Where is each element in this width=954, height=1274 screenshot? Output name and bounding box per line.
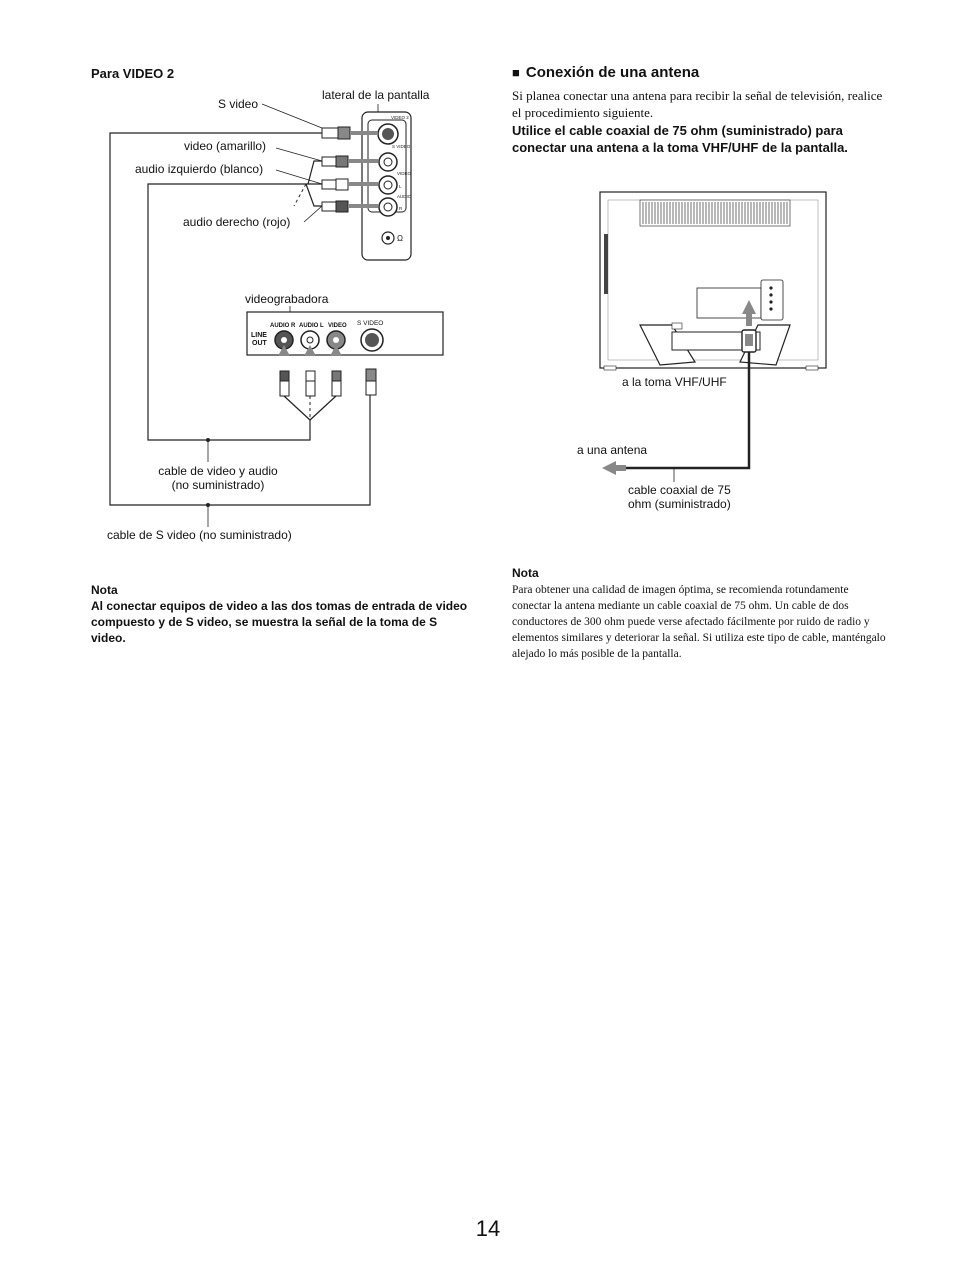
heading-bullet: ■ <box>512 65 520 80</box>
vcr-plugs <box>280 369 376 396</box>
page-number: 14 <box>475 1216 501 1241</box>
vcr-label-out: OUT <box>252 340 267 347</box>
vcr-label-audio-l: AUDIO L <box>299 323 324 329</box>
panel-label-l: L <box>399 184 402 189</box>
panel-label-video2: VIDEO 2 <box>391 115 409 120</box>
panel-label-video: VIDEO <box>397 171 412 176</box>
video-plug <box>322 156 348 167</box>
vcr-panel <box>247 312 443 355</box>
panel-label-r: R <box>399 206 403 211</box>
right-heading: ■ Conexión de una antena <box>512 64 700 81</box>
vcr-label-line: LINE <box>251 332 267 339</box>
left-note-title: Nota <box>91 583 118 597</box>
label-una-antena: a una antena <box>577 443 648 457</box>
right-bold-instruction: Utilice el cable coaxial de 75 ohm (suministrado) para conectar una antena a la toma VHF/UHF de la pantalla. <box>512 123 848 155</box>
vcr-label-video: VIDEO <box>328 323 347 329</box>
right-note-text: Para obtener una calidad de imagen óptima, se recomienda rotundamente conectar la antena mediante un cable coaxial de 75 ohm. Un cable de dos conductores de 300 ohm puede verse afectado fácilmente por ruido de radio y elementos similares y deteriorar la señal. Si utiliza este tipo de cable, manténgalo alejado lo más posible de la pantalla. <box>512 584 886 660</box>
audio-r-plug <box>322 201 348 212</box>
label-videograbadora: videograbadora <box>245 292 329 306</box>
panel-label-audio: AUDIO <box>397 194 412 199</box>
antenna-arrow <box>602 461 626 475</box>
label-audio-izquierdo: audio izquierdo (blanco) <box>135 162 264 176</box>
left-note-text: Al conectar equipos de video a las dos tomas de entrada de video compuesto y de S video, se muestra la señal de la toma de S video. <box>91 599 468 645</box>
label-cable-video-audio: cable de video y audio (no suministrado) <box>158 464 278 492</box>
label-video-amarillo: video (amarillo) <box>184 139 267 153</box>
vcr-label-audio-r: AUDIO R <box>270 323 296 329</box>
monitor-rear-diagram <box>600 192 826 482</box>
audio-l-plug <box>322 179 348 190</box>
right-intro: Si planea conectar una antena para recibir la señal de televisión, realice el procedimiento siguiente. <box>512 88 883 120</box>
label-cable-coaxial: cable coaxial de 75 ohm (suministrado) <box>628 483 731 511</box>
vcr-label-svideo: S VIDEO <box>357 320 384 327</box>
right-note-title: Nota <box>512 566 539 580</box>
label-audio-derecho: audio derecho (rojo) <box>183 215 291 229</box>
label-lateral-pantalla: lateral de la pantalla <box>322 88 430 102</box>
svideo-plug <box>322 127 350 139</box>
label-cable-s-video: cable de S video (no suministrado) <box>107 528 292 542</box>
label-s-video: S video <box>218 97 259 111</box>
monitor-side-panel <box>761 280 783 320</box>
label-toma-vhf-uhf: a la toma VHF/UHF <box>622 375 727 389</box>
panel-label-svideo: S VIDEO <box>392 144 411 149</box>
svg-text:Ω: Ω <box>397 234 403 243</box>
left-heading: Para VIDEO 2 <box>91 66 175 81</box>
